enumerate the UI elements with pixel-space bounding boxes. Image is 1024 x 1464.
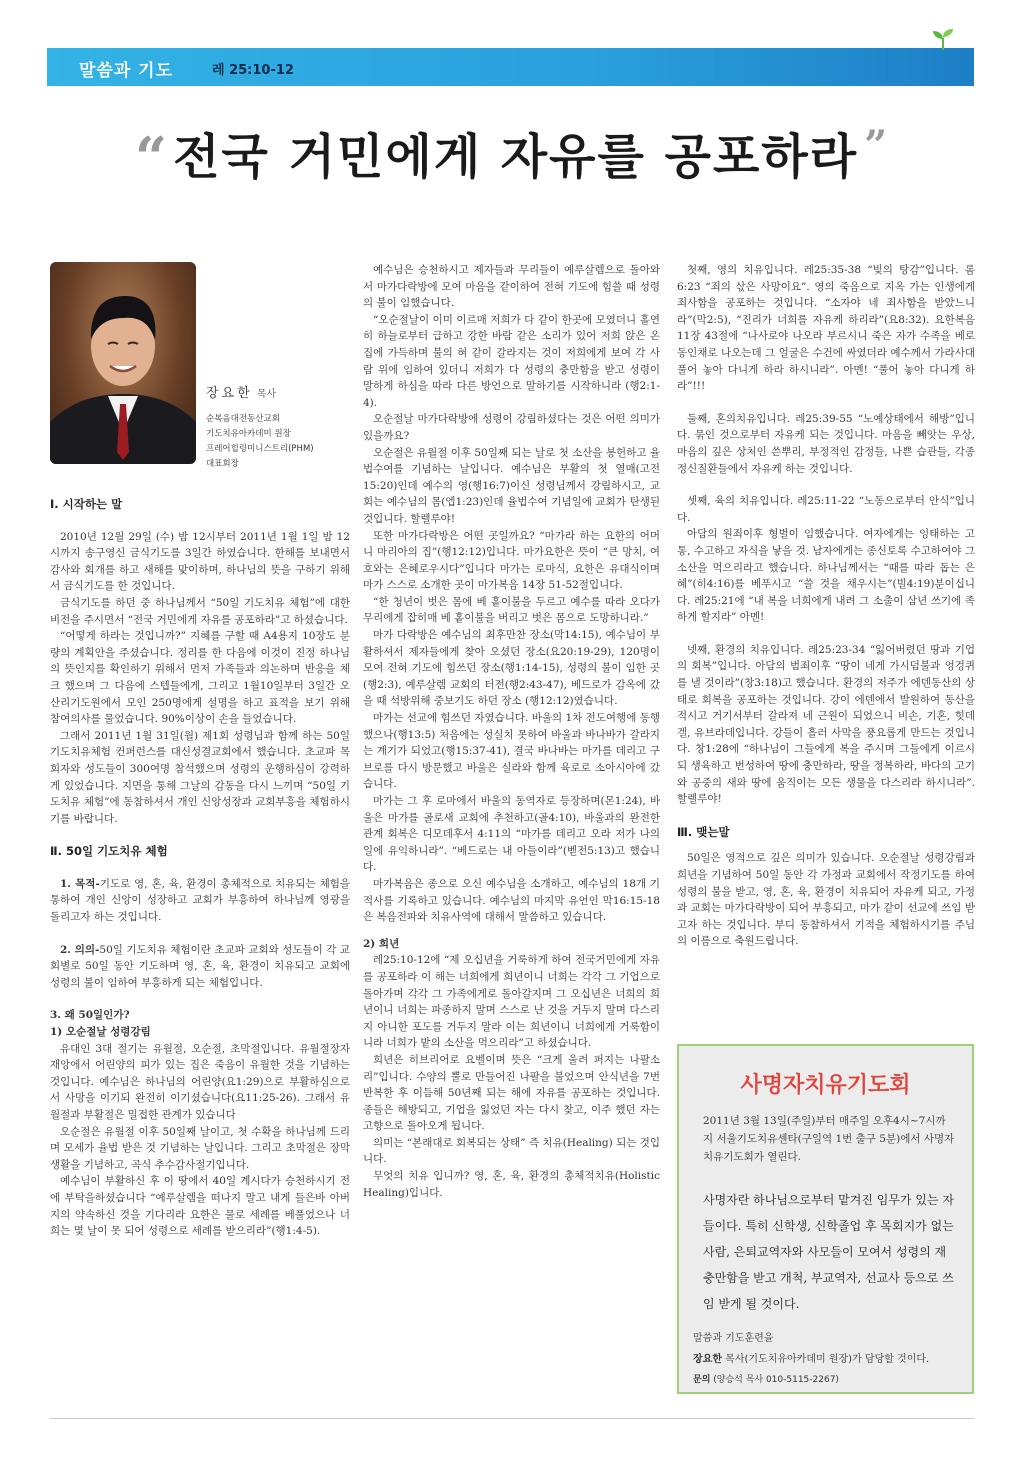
- section-title: 말씀과 기도: [79, 61, 174, 81]
- paragraph: 둘째, 혼의치유입니다. 레25:39-55 “노예상태에서 해방”입니다. 묶인 것으로부터 자유케 되는 것입니다. 마음을 빼앗는 우상, 마음의 깊은 상처인 쓴뿌리, 부정적인 감정들, 나쁜 습관들, 각종 정신질환들에서 자유케 하는 것입니다.: [677, 412, 975, 475]
- paragraph: 첫째, 영의 치유입니다. 레25:35-38 “빚의 탕감”입니다. 롬6:23 “죄의 삯은 사망이요”. 영의 죽음으로 지옥 가는 인생에게 죄사함을 공포하는 것입니다. “소자야 네 죄사함을 받았느니라”(막2:5), “진리가 너희를 자유케 하리라”(요8:32). 요한복음 11장 43절에 “나사로야 나오라 부르시니 죽은 자가 수족을 베로 동인채로 나오는데 그 얼굴은 수건에 싸였더라 예수께서 가라사대 풀어 놓아 다니게 하라 하시니라”. 아멘! “풀어 놓아 다니게 하라”!!!: [677, 264, 975, 393]
- subsection-heading: 1) 오순절날 성령강림: [50, 1026, 151, 1039]
- event-leader-line: [693, 1349, 963, 1370]
- article-column-1: [50, 496, 350, 1240]
- author-name: [206, 382, 276, 401]
- scripture-reference: 레 25:10-12: [212, 63, 294, 78]
- author-affiliation: 기도치유아카데미 원장: [206, 429, 291, 439]
- paragraph: 마가 다락방은 예수님의 최후만찬 장소(막14:15), 예수님이 부활하셔서 제자들에게 찾아 오셨던 장소(요20:19-29), 120명이 모여 전혀 기도에 힘쓰던 장소(행1:14-15), 성령의 불이 임한 곳(행2:3), 예루살렘 교회의 터전(행2:43-47), 베드로가 감옥에 갔을 때 석방위해 중보기도 하던 장소 (행12:12)였습니다.: [363, 629, 660, 708]
- subsection-heading: 2) 희년: [363, 937, 400, 950]
- paragraph: 의미는 “본래대로 회복되는 상태” 즉 치유(Healing) 되는 것입니다.: [363, 1136, 660, 1166]
- event-title: 사명자치유기도회: [740, 1073, 911, 1098]
- article-column-2: [363, 262, 660, 1201]
- paragraph: 아담의 원죄이후 형벌이 임했습니다. 여자에게는 잉태하는 고통, 수고하고 자식을 낳을 것. 남자에게는 종신토록 수고하여야 그 소산을 먹으리라고 했습니다. 하나님께서는 “때를 따라 돕는 은혜”(히4:16)를 베푸시고 “쓸 것을 채우시는”(빌4:19)분이십니다. 레25:21에 “내 복을 너희에게 내려 그 소출이 삼년 쓰기에 족하게 할지라” 아멘!: [677, 528, 975, 624]
- paragraph: 오순절은 유월절 이후 50일째 되는 날로 첫 소산을 봉헌하고 율법수여를 기념하는 날입니다. 예수님은 부활의 첫 열매(고전15:20)인데 예수의 영(행16:7)이신 성령님께서 강림하시고, 교회는 예수님의 몸(엡1:23)인데 율법수여 기념일에 교회가 탄생된 것입니다. 할렐루야!: [363, 446, 660, 525]
- event-leader-name: 장요한: [693, 1354, 722, 1365]
- paragraph: 희년은 히브리어로 요벨이며 뜻은 “크게 울려 퍼지는 나팔소리”입니다. 수양의 뿔로 만들어진 나팔을 불었으며 안식년을 7번 반복한 후 이듬해 50년째 되는 해에 자유를 공포하는 것입니다. 종들은 해방되고, 기업을 잃었던 자는 다시 찾고, 이주 했던 자는 고향으로 돌아오게 됩니다.: [363, 1053, 660, 1133]
- paragraph: [50, 942, 350, 992]
- inquiry-contact: (양승석 목사 010-5115-2267): [710, 1375, 839, 1385]
- article-column-3: [677, 262, 975, 950]
- paragraph: 금식기도를 하던 중 하나님께서 “50일 기도치유 체험”에 대한 비전을 주시면서 “전국 거민에게 자유를 공포하라”고 하셨습니다.: [50, 596, 350, 626]
- paragraph: 또한 마가다락방은 어떤 곳일까요? “마가라 하는 요한의 어머니 마리아의 집”(행12:12)입니다. 마가요한은 뜻이 “큰 망치, 여호와는 은혜로우시다”입니다 마가는 로마식, 요한은 유대식이며 마가 스스로 소개한 곳이 마가복음 14장 51-52절입니다.: [363, 529, 660, 592]
- paragraph-text: 50일 기도치유 체험이란 초교파 교회와 성도들이 각 교회별로 50일 동안 기도하며 영, 혼, 육, 환경이 치유되고 교회에 성령의 불이 임하여 부흥하게 되는 체험입니다.: [50, 943, 350, 989]
- event-schedule: 2011년 3월 13일(주일)부터 매주일 오후4시~7시까지 서울기도치유센타(구일역 1번 출구 5분)에서 사명자치유기도회가 열린다.: [703, 1115, 955, 1163]
- author-title: 목사: [256, 389, 277, 400]
- paragraph: 레25:10-12에 “제 오십년을 거룩하게 하여 전국거민에게 자유를 공포하라 이 해는 너희에게 희년이니 너희는 각각 그 기업으로 돌아가며 각각 그 가족에게로 돌아갈지며 그 오십년은 너희의 희년이니 너희는 파종하지 말며 스스로 난 것을 거두지 말며 다스리지 아니한 포도를 거두지 말라 이는 희년이니 너희에게 거룩함이니라 너희가 밭의 소산을 먹으리라”고 하셨습니다.: [363, 954, 660, 1050]
- author-photo: [50, 262, 196, 464]
- paragraph: 셋째, 육의 치유입니다. 레25:11-22 “노동으로부터 안식”입니다.: [677, 495, 975, 524]
- paragraph: [50, 876, 350, 926]
- event-training-line: 말씀과 기도훈련을: [693, 1333, 774, 1344]
- close-quote-mark: ”: [864, 122, 890, 169]
- open-quote-mark: “: [134, 125, 170, 191]
- event-inquiry-line: [693, 1370, 963, 1391]
- author-affiliation: 프레어힐링미니스트리(PHM): [206, 444, 314, 454]
- event-leader-role: 목사(기도치유아카데미 원장)가 담당할 것이다.: [721, 1354, 930, 1365]
- paragraph: 오순절날 마가다락방에 성령이 강림하셨다는 것은 어떤 의미가 있을까요?: [363, 413, 660, 442]
- event-contact: [693, 1328, 963, 1391]
- paragraph: 마가는 선교에 힘쓰던 자였습니다. 바울의 1차 전도여행에 동행 했으나(행13:5) 처음에는 성실치 못하여 바울과 바나바가 갈라지는 계기가 되었고(행15:37-41), 결국 바나바는 마가를 데리고 구브로를 다시 방문했고 바울은 실라와 함께 육로로 소아시아에 갔습니다.: [363, 712, 660, 791]
- event-notice-box: [677, 1044, 974, 1394]
- paragraph: “오순절날이 이미 이르매 저희가 다 같이 한곳에 모였더니 홀연히 하늘로부터 급하고 강한 바람 같은 소리가 있어 저희 앉은 온 집에 가득하며 불의 혀 같이 갈라지는 것이 저희에게 보여 각 사람 위에 임하여 있더니 저희가 다 성령의 충만함을 받고 성령이 말하게 하심을 따라 다른 방언으로 말하기를 시작하니라 (행2:1-4).: [363, 313, 660, 409]
- author-affiliation: 순복음대전동산교회: [206, 414, 280, 424]
- subsection-heading: 3. 왜 50일인가?: [50, 1009, 130, 1022]
- paragraph-label: 2. 의의-: [60, 943, 100, 956]
- author-affiliations: [206, 412, 314, 472]
- headline-text: 전국 거민에게 자유를 공포하라: [173, 129, 859, 185]
- paragraph: 예수님이 부활하신 후 이 땅에서 40일 계시다가 승천하시기 전에 부탁을하셨습니다 “예루살렘을 떠나지 말고 내게 들은바 아버지의 약속하신 것을 기다리라 요한은 물로 세례를 베풀었으나 너희는 몇 날이 못 되어 성령으로 세례를 받으리라”(행1:4-5).: [50, 1175, 350, 1238]
- author-name-text: 장요한: [206, 386, 253, 401]
- inquiry-label: 문의: [693, 1375, 711, 1385]
- paragraph-text: 기도로 영, 혼, 육, 환경이 총체적으로 치유되는 체험을 통하여 개인 신앙이 성장하고 교회가 부흥하여 하나님께 영광을 돌리고자 하는 것입니다.: [50, 877, 350, 924]
- author-portrait-icon: [50, 262, 196, 464]
- event-description: 사명자란 하나님으로부터 맡겨진 임무가 있는 자들이다. 특히 신학생, 신학졸업 후 목회지가 없는 사람, 은퇴교역자와 사모들이 모여서 성령의 재충만함을 받고 개척, 부교역자, 선교사 등으로 쓰임 받게 될 것이다.: [703, 1193, 954, 1311]
- paragraph-label: 1. 목적-: [60, 877, 100, 890]
- section-heading: Ⅱ. 50일 기도치유 체험: [50, 844, 168, 859]
- paragraph: 그래서 2011년 1월 31일(월) 제1회 성령님과 함께 하는 50일 기도치유체험 컨퍼런스를 대신성결교회에서 했습니다. 초교파 목회자와 성도들이 300여명 참석했으며 성령의 운행하심이 강력하게 있었습니다. 지면을 통해 그날의 감동을 다시 느끼며 “50일 기도치유 체험”에 동참하셔서 개인 신앙성장과 교회부흥을 체험하시기를 바랍니다.: [50, 729, 350, 825]
- section-heading: Ⅲ. 맺는말: [677, 824, 730, 839]
- paragraph: 50일은 영적으로 깊은 의미가 있습니다. 오순절날 성령강림과 희년을 기념하여 50일 동안 각 가정과 교회에서 작정기도를 하여 성령의 불을 받고, 영, 혼, 육, 환경이 치유되어 자유케 되고, 가정과 교회는 마가다락방이 되어 부흥되고, 마가 같이 선교에 쓰임 받고자 하는 것입니다. 부디 동참하셔서 기적을 체험하시기를 주님의 이름으로 축원드립니다.: [677, 852, 975, 948]
- paragraph: “한 청년이 벗은 몸에 베 홑이불을 두르고 예수를 따라 오다가 무리에게 잡히매 베 홑이불을 버리고 벗은 몸으로 도망하니라.”: [363, 595, 660, 625]
- footer-divider: [50, 1418, 974, 1419]
- paragraph: 마가는 그 후 로마에서 바울의 동역자로 등장하며(몬1:24), 바울은 마가를 골로새 교회에 추천하고(골4:10), 바울과의 완전한 관계 회복은 디모데후서 4:11의 “마가를 데리고 오라 저가 나의 일에 유익하니라”. “베드로는 내 아들이라”(벧전5:13)고 했습니다.: [363, 795, 660, 874]
- paragraph: 마가복음은 종으로 오신 예수님을 소개하고, 예수님의 18개 기적사를 기록하고 있습니다. 예수님의 마지막 유언인 막16:15-18은 복음전파와 치유사역에 대해서 말씀하고 있습니다.: [363, 877, 660, 924]
- paragraph: 2010년 12월 29일 (수) 밤 12시부터 2011년 1월 1일 밤 12시까지 송구영신 금식기도를 3일간 하였습니다. 한해를 보내면서 감사와 회개를 하고 새해를 맞이하며, 하나님의 뜻을 구하기 위해서 금식기도를 한 것입니다.: [50, 530, 350, 593]
- section-heading: Ⅰ. 시작하는 말: [50, 497, 123, 511]
- article-headline: [0, 118, 1024, 191]
- paragraph: 오순절은 유월절 이후 50일째 날이고, 첫 수확을 하나님께 드리며 모세가 율법 받은 것 기념하는 날입니다. 그리고 초막절은 장막 생활을 기념하고, 곡식 추수감사절기입니다.: [50, 1125, 350, 1171]
- paragraph: 넷째, 환경의 치유입니다. 레25:23-34 “잃어버렸던 땅과 기업의 회복”입니다. 아담의 범죄이후 “땅이 네게 가시덤불과 엉겅퀴를 낼 것이라”(창3:18)고 했습니다. 환경의 저주가 에덴동산의 상태로 회복을 공포하는 것입니다. 강이 에덴에서 발원하여 동산을 적시고 거기서부터 갈라져 네 근원이 되었으니 비손, 기혼, 힛데겔, 유브라데입니다. 강들이 흘러 사막을 풍요롭게 만드는 것입니다. 창1:28에 “하나님이 그들에게 복을 주시며 그들에게 이르시되 생육하고 번성하여 땅에 충만하라, 땅을 정복하라, 바다의 고기와 공중의 새와 땅에 움직이는 모든 생물을 다스리라 하시니라”. 할렐루야!: [677, 643, 975, 806]
- sprout-icon: [930, 28, 956, 50]
- paragraph: 유대인 3대 절기는 유월절, 오순절, 초막절입니다. 유월절장자 재앙에서 어린양의 피가 있는 집은 죽음이 유월한 것을 기념하는 것입니다. 예수님은 하나님의 어린양(요1:29)으로 부활하심으로서 사망을 이기되 완전히 이기셨습니다(요11:25-26). 그래서 유월절과 부활절은 밀접한 관계가 있습니다: [50, 1042, 350, 1121]
- paragraph: 예수님은 승천하시고 제자들과 무리들이 예루살렘으로 돌아와서 마가다락방에 모여 마음을 같이하여 전혀 기도에 힘쓸 때 성령의 불이 임했습니다.: [363, 264, 660, 310]
- author-affiliation: 대표회장: [206, 459, 239, 469]
- section-header-bar: [47, 48, 974, 86]
- paragraph: 무엇의 치유 입니까? 영, 혼, 육, 환경의 총체적치유(Holistic Healing)입니다.: [363, 1170, 660, 1199]
- paragraph: “어떻게 하라는 것입니까?” 지혜를 구할 때 A4용지 10장도 분량의 계획안을 주셨습니다. 정리를 한 다음에 이것이 진정 하나님의 뜻인지를 확인하기 위해서 먼저 가족들과 의논하며 반응을 체크 했으며 그 다음에 스텝들에게, 그리고 1월10일부터 3일간 오산리기도원에서 모인 250명에게 설명을 하고 표적을 보기 위해 참여의사를 물었습니다. 90%이상이 손을 들었습니다.: [50, 630, 350, 726]
